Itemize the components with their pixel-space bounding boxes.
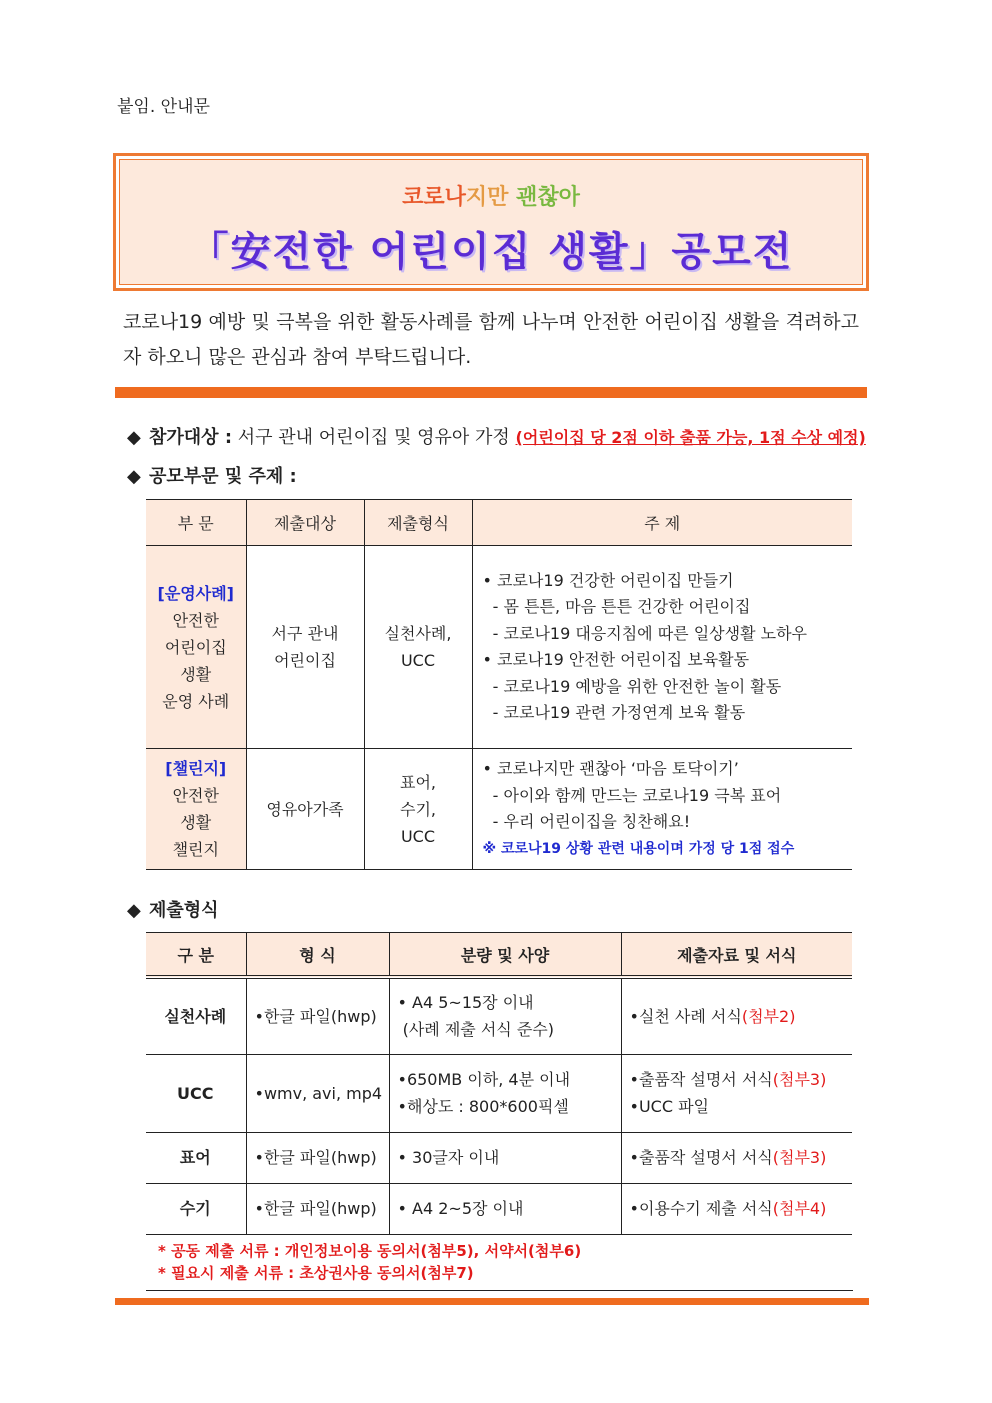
- target-line: 어린이집: [274, 651, 336, 670]
- note-line: * 필요시 제출 서류 : 초상권사용 동의서(첨부7): [158, 1264, 474, 1282]
- spec-cell: [389, 1132, 621, 1183]
- topic-line: - 코로나19 관련 가정연계 보육 활동: [482, 703, 746, 722]
- topic-line: - 아이와 함께 만드는 코로나19 극복 표어: [482, 785, 782, 805]
- type-cell: 표어: [146, 1132, 246, 1183]
- intro-paragraph: 코로나19 예방 및 극복을 위한 활동사례를 함께 나누며 안전한 어린이집 생활을 격려하고자 하오니 많은 관심과 참여 부탁드립니다.: [123, 311, 859, 368]
- title-subtitle: [120, 180, 862, 211]
- doc-line: [630, 1066, 852, 1093]
- topic-line: - 코로나19 예방을 위한 안전한 놀이 활동: [482, 676, 782, 696]
- topic-cell: [472, 546, 852, 749]
- spec-cell: [389, 1183, 621, 1234]
- format-cell: •한글 파일(hwp): [246, 977, 389, 1054]
- header-cell: 제출형식: [364, 500, 472, 546]
- format-cell: •wmv, avi, mp4: [246, 1054, 389, 1132]
- submission-label: 제출형식: [149, 900, 219, 921]
- category-line: 챌린지: [172, 840, 219, 859]
- doc-line: [630, 1003, 852, 1030]
- format-cell: [364, 749, 472, 870]
- table-row: [146, 749, 852, 870]
- topic-line: - 코로나19 대응지침에 따른 일상생활 노하우: [482, 623, 807, 643]
- category-line: 생활: [180, 813, 212, 832]
- header-cell: 형 식: [246, 933, 389, 978]
- category-tag: [운영사례]: [157, 583, 234, 603]
- header-cell: 주 제: [472, 500, 852, 546]
- table-header-row: [146, 933, 852, 978]
- category-line: 어린이집: [164, 637, 227, 657]
- spec-line: •650MB 이하, 4분 이내: [397, 1070, 571, 1089]
- doc-text: •이용수기 제출 서식: [629, 1199, 773, 1218]
- participants-note: (어린이집 당 2점 이하 출품 가능, 1점 수상 예정): [515, 428, 866, 447]
- category-line: 운영 사례: [162, 691, 230, 711]
- doc-text: •출품작 설명서 서식: [629, 1148, 773, 1167]
- doc-line: [630, 1195, 852, 1222]
- submission-table: [146, 932, 852, 1235]
- format-cell: •한글 파일(hwp): [246, 1132, 389, 1183]
- attachment-ref: (첨부4): [772, 1199, 827, 1218]
- doc-line: [630, 1144, 852, 1171]
- category-label: 공모부문 및 주제 :: [149, 466, 297, 487]
- format-line: 실천사례,: [384, 624, 452, 643]
- participants-line: [127, 423, 866, 449]
- title-main: 「安전한 어린이집 생활」공모전: [188, 229, 794, 275]
- format-line: 수기,: [400, 799, 436, 819]
- table-row: [146, 1132, 852, 1183]
- attachment-ref: (첨부2): [741, 1006, 796, 1026]
- category-cell: [146, 749, 246, 870]
- spec-line: • A4 2~5장 이내: [397, 1199, 524, 1218]
- format-cell: •한글 파일(hwp): [246, 1183, 389, 1234]
- spec-line: •해상도 : 800*600픽셀: [397, 1097, 569, 1116]
- table-row: [146, 1054, 852, 1132]
- topic-line: • 코로나19 건강한 어린이집 만들기: [482, 570, 734, 590]
- topic-line: - 몸 튼튼, 마음 튼튼 건강한 어린이집: [482, 597, 751, 616]
- diamond-bullet-icon: ◆: [127, 427, 141, 448]
- type-cell: 수기: [146, 1183, 246, 1234]
- doc-cell: [621, 1132, 852, 1183]
- header-cell: 구 분: [146, 933, 246, 978]
- title-box: [113, 153, 869, 291]
- table-row: [146, 1183, 852, 1234]
- topic-cell: [472, 749, 852, 870]
- table-row: [146, 546, 852, 749]
- divider-bar: [115, 387, 867, 398]
- participants-text: 서구 관내 어린이집 및 영유아 가정: [237, 427, 510, 448]
- doc-cell: [621, 1054, 852, 1132]
- category-line: 안전한: [172, 786, 219, 805]
- header-cell: 제출대상: [246, 500, 364, 546]
- spec-line: (사례 제출 서식 준수): [397, 1020, 554, 1040]
- format-line: 표어,: [400, 772, 436, 792]
- spec-cell: [389, 977, 621, 1054]
- submission-notes: [158, 1240, 581, 1284]
- subtitle-part-2: 지만: [465, 185, 517, 210]
- doc-cell: [621, 1183, 852, 1234]
- type-cell: 실천사례: [146, 977, 246, 1054]
- spec-line: • A4 5~15장 이내: [397, 993, 534, 1013]
- table-header-row: [146, 500, 852, 546]
- topic-line: - 우리 어린이집을 칭찬해요!: [482, 812, 691, 831]
- doc-cell: [621, 977, 852, 1054]
- note-line: * 공동 제출 서류 : 개인정보이용 동의서(첨부5), 서약서(첨부6): [158, 1242, 582, 1260]
- table-row: [146, 977, 852, 1054]
- header-cell: 부 문: [146, 500, 246, 546]
- topic-note: ※ 코로나19 상황 관련 내용이며 가정 당 1점 접수: [482, 840, 795, 857]
- topic-line: • 코로나지만 괜찮아 ‘마음 토닥이기’: [482, 759, 739, 778]
- diamond-bullet-icon: ◆: [127, 466, 141, 487]
- divider-line: [146, 1290, 853, 1291]
- diamond-bullet-icon: ◆: [127, 900, 141, 921]
- topic-line: • 코로나19 안전한 어린이집 보육활동: [482, 650, 750, 669]
- header-cell: 제출자료 및 서식: [621, 933, 852, 978]
- bottom-divider-bar: [115, 1298, 869, 1305]
- category-line: 생활: [180, 664, 212, 684]
- spec-cell: [389, 1054, 621, 1132]
- doc-text: •실천 사례 서식: [629, 1006, 742, 1026]
- attachment-label: 붙임. 안내문: [117, 97, 210, 117]
- target-line: 서구 관내: [271, 624, 339, 643]
- doc-text: •UCC 파일: [629, 1097, 709, 1116]
- format-cell: [364, 546, 472, 749]
- category-cell: [146, 546, 246, 749]
- subtitle-part-1: 코로나: [402, 185, 466, 210]
- doc-line: [630, 1093, 852, 1120]
- header-cell: 분량 및 사양: [389, 933, 621, 978]
- type-cell: UCC: [146, 1054, 246, 1132]
- format-line: UCC: [400, 826, 436, 846]
- submission-heading: [127, 896, 219, 922]
- doc-text: •출품작 설명서 서식: [629, 1070, 773, 1089]
- format-line: UCC: [400, 651, 436, 670]
- attachment-ref: (첨부3): [772, 1148, 827, 1167]
- spec-line: • 30글자 이내: [397, 1148, 500, 1167]
- target-line: 영유아가족: [266, 799, 344, 819]
- target-cell: [246, 749, 364, 870]
- category-tag: [챌린지]: [165, 759, 227, 778]
- category-table: [146, 499, 852, 870]
- category-line: 안전한: [172, 610, 219, 630]
- participants-label: 참가대상 :: [149, 427, 233, 448]
- subtitle-part-3: 괜찮아: [516, 185, 580, 210]
- target-cell: [246, 546, 364, 749]
- category-heading: [127, 462, 297, 488]
- attachment-ref: (첨부3): [772, 1070, 827, 1089]
